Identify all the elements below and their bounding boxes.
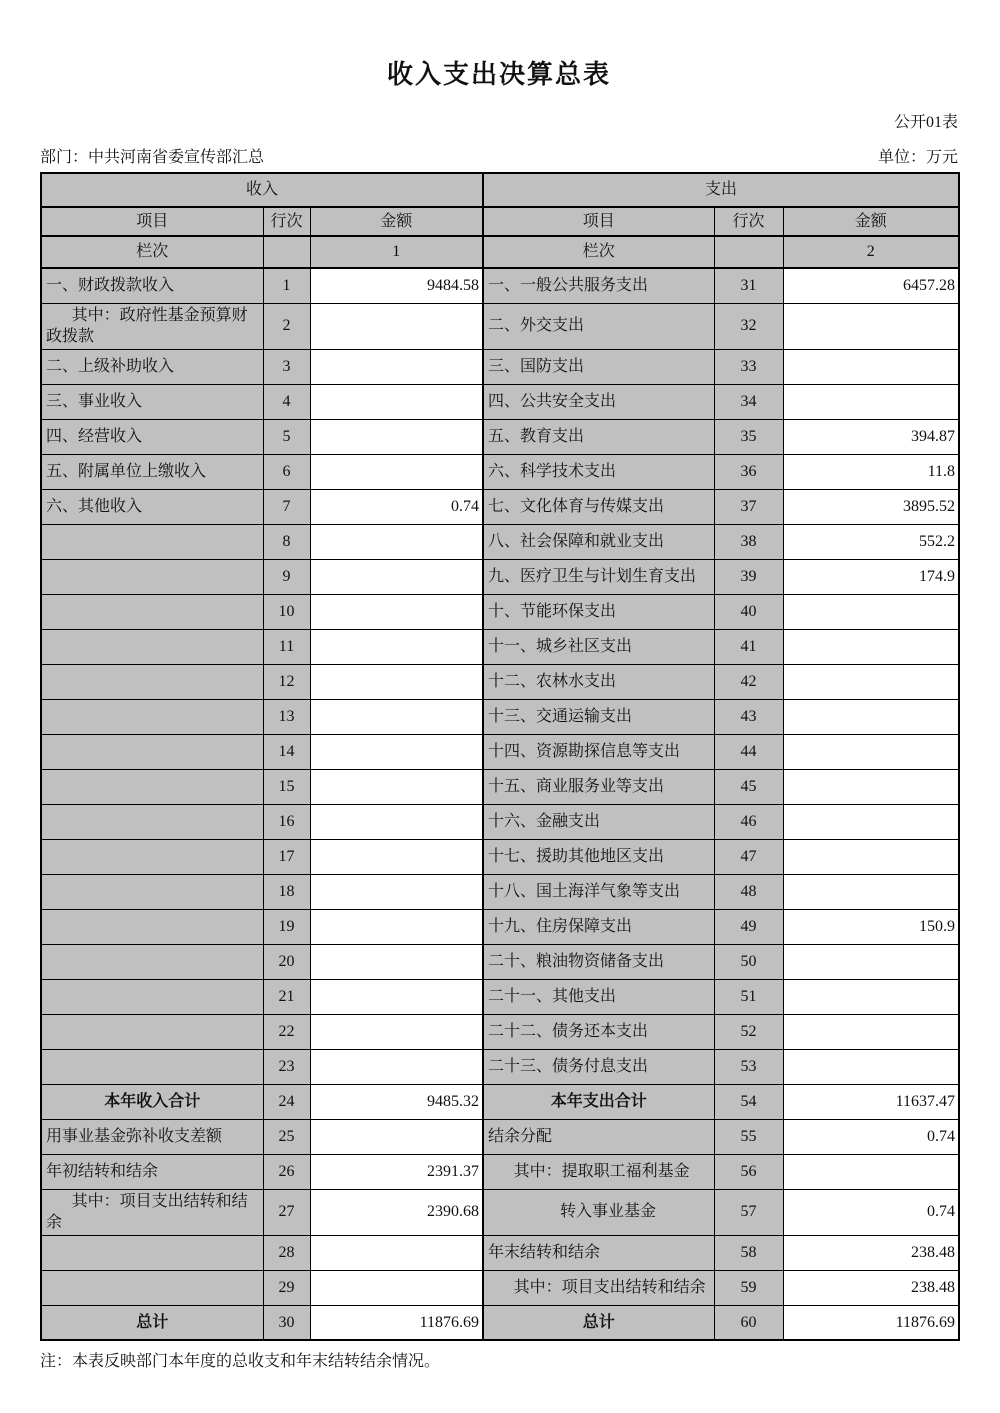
income-amount-cell [310,734,483,769]
income-item-cell: 其中：项目支出结转和结余 [41,1189,263,1235]
expense-item-cell: 十六、金融支出 [483,804,714,839]
expense-amount-cell: 552.2 [783,524,959,559]
expense-item-cell: 十七、援助其他地区支出 [483,839,714,874]
income-line-cell: 30 [263,1305,310,1340]
table-row [41,874,959,909]
expense-item-cell: 十一、城乡社区支出 [483,629,714,664]
expense-line-cell: 50 [714,944,783,979]
table-row [41,454,959,489]
expense-item-header: 项目 [483,207,714,236]
expense-item-cell: 二十三、债务付息支出 [483,1049,714,1084]
expense-item-cell: 十三、交通运输支出 [483,699,714,734]
income-item-cell [41,1049,263,1084]
income-item-cell: 一、财政拨款收入 [41,268,263,303]
income-amount-cell [310,419,483,454]
expense-amount-cell [783,804,959,839]
income-amount-cell [310,1270,483,1305]
expense-item-cell: 九、医疗卫生与计划生育支出 [483,559,714,594]
expense-line-cell: 55 [714,1119,783,1154]
expense-column-index: 2 [783,236,959,268]
income-item-header: 项目 [41,207,263,236]
meta-line [40,144,958,164]
expense-line-header: 行次 [714,207,783,236]
expense-item-cell: 结余分配 [483,1119,714,1154]
income-expense-table [40,172,960,1341]
income-line-cell: 29 [263,1270,310,1305]
expense-amount-cell: 238.48 [783,1235,959,1270]
expense-item-cell: 七、文化体育与传媒支出 [483,489,714,524]
expense-line-cell: 42 [714,664,783,699]
unit-label: 单位：万元 [877,149,958,166]
expense-item-cell: 其中：提取职工福利基金 [483,1154,714,1189]
table-row [41,1049,959,1084]
expense-line-cell: 45 [714,769,783,804]
expense-item-cell: 其中：项目支出结转和结余 [483,1270,714,1305]
expense-amount-cell [783,1014,959,1049]
income-amount-cell [310,349,483,384]
expense-line-cell: 53 [714,1049,783,1084]
expense-line-cell: 44 [714,734,783,769]
expense-line-cell: 39 [714,559,783,594]
income-item-cell [41,594,263,629]
income-item-cell: 本年收入合计 [41,1084,263,1119]
table-row [41,419,959,454]
income-amount-cell [310,664,483,699]
expense-item-cell: 二、外交支出 [483,303,714,349]
income-line-cell: 19 [263,909,310,944]
income-line-cell: 5 [263,419,310,454]
expense-amount-cell [783,769,959,804]
expense-item-cell: 十、节能环保支出 [483,594,714,629]
table-row [41,979,959,1014]
income-item-cell [41,1270,263,1305]
column-index-row [41,236,959,268]
expense-item-cell: 十五、商业服务业等支出 [483,769,714,804]
income-amount-cell: 2391.37 [310,1154,483,1189]
income-line-cell: 1 [263,268,310,303]
expense-amount-cell [783,1049,959,1084]
table-row [41,303,959,349]
expense-amount-cell: 174.9 [783,559,959,594]
income-line-cell: 6 [263,454,310,489]
income-line-cell: 16 [263,804,310,839]
income-line-blank [263,236,310,268]
income-amount-cell [310,944,483,979]
income-amount-cell: 9485.32 [310,1084,483,1119]
expense-amount-cell: 6457.28 [783,268,959,303]
income-column-row-label: 栏次 [41,236,263,268]
income-section-header: 收入 [41,173,483,207]
income-amount-header: 金额 [310,207,483,236]
expense-line-cell: 52 [714,1014,783,1049]
income-line-cell: 26 [263,1154,310,1189]
income-line-cell: 13 [263,699,310,734]
table-row [41,1235,959,1270]
income-line-cell: 22 [263,1014,310,1049]
income-column-index: 1 [310,236,483,268]
income-amount-cell: 2390.68 [310,1189,483,1235]
expense-item-cell: 八、社会保障和就业支出 [483,524,714,559]
income-amount-cell [310,524,483,559]
income-amount-cell [310,874,483,909]
expense-line-cell: 49 [714,909,783,944]
table-row [41,559,959,594]
table-row [41,1189,959,1235]
income-line-cell: 7 [263,489,310,524]
income-amount-cell [310,804,483,839]
income-amount-cell [310,1014,483,1049]
income-line-cell: 21 [263,979,310,1014]
income-item-cell [41,769,263,804]
expense-line-cell: 40 [714,594,783,629]
department-label: 部门：中共河南省委宣传部汇总 [40,149,265,166]
table-row [41,1014,959,1049]
income-item-cell: 四、经营收入 [41,419,263,454]
expense-item-cell: 转入事业基金 [483,1189,714,1235]
income-amount-cell [310,1049,483,1084]
income-amount-cell [310,769,483,804]
table-code: 公开01表 [893,114,958,131]
income-line-header: 行次 [263,207,310,236]
table-row [41,699,959,734]
expense-item-cell: 十八、国土海洋气象等支出 [483,874,714,909]
income-line-cell: 3 [263,349,310,384]
income-line-cell: 9 [263,559,310,594]
income-item-cell [41,664,263,699]
income-amount-cell [310,979,483,1014]
expense-amount-cell [783,979,959,1014]
expense-line-cell: 57 [714,1189,783,1235]
expense-line-cell: 60 [714,1305,783,1340]
table-row [41,1119,959,1154]
table-row [41,769,959,804]
expense-line-cell: 47 [714,839,783,874]
expense-item-cell: 十二、农林水支出 [483,664,714,699]
expense-line-cell: 51 [714,979,783,1014]
income-amount-cell [310,559,483,594]
expense-column-row-label: 栏次 [483,236,714,268]
table-row [41,944,959,979]
expense-amount-cell [783,944,959,979]
table-row [41,1270,959,1305]
expense-line-cell: 37 [714,489,783,524]
income-amount-cell [310,1235,483,1270]
expense-item-cell: 二十一、其他支出 [483,979,714,1014]
expense-line-cell: 58 [714,1235,783,1270]
income-line-cell: 24 [263,1084,310,1119]
income-line-cell: 17 [263,839,310,874]
expense-amount-cell: 394.87 [783,419,959,454]
expense-line-cell: 35 [714,419,783,454]
income-item-cell: 三、事业收入 [41,384,263,419]
expense-amount-cell [783,349,959,384]
income-item-cell: 二、上级补助收入 [41,349,263,384]
expense-item-cell: 本年支出合计 [483,1084,714,1119]
column-header-row [41,207,959,236]
table-row [41,909,959,944]
expense-line-cell: 31 [714,268,783,303]
expense-item-cell: 五、教育支出 [483,419,714,454]
footnote: 注：本表反映部门本年度的总收支和年末结转结余情况。 [40,1353,441,1371]
income-amount-cell [310,839,483,874]
income-amount-cell [310,454,483,489]
income-line-cell: 15 [263,769,310,804]
income-item-cell: 五、附属单位上缴收入 [41,454,263,489]
expense-item-cell: 二十、粮油物资储备支出 [483,944,714,979]
income-line-cell: 2 [263,303,310,349]
table-row [41,1305,959,1340]
income-item-cell [41,1014,263,1049]
expense-line-cell: 41 [714,629,783,664]
income-item-cell [41,909,263,944]
income-item-cell [41,559,263,594]
income-item-cell: 年初结转和结余 [41,1154,263,1189]
expense-line-cell: 59 [714,1270,783,1305]
income-amount-cell [310,303,483,349]
expense-amount-cell [783,699,959,734]
table-row [41,268,959,303]
income-line-cell: 18 [263,874,310,909]
expense-item-cell: 总计 [483,1305,714,1340]
expense-line-cell: 54 [714,1084,783,1119]
expense-line-cell: 36 [714,454,783,489]
expense-line-cell: 33 [714,349,783,384]
expense-item-cell: 三、国防支出 [483,349,714,384]
income-item-cell: 总计 [41,1305,263,1340]
income-line-cell: 27 [263,1189,310,1235]
expense-amount-cell: 11.8 [783,454,959,489]
table-row [41,664,959,699]
expense-amount-cell [783,1154,959,1189]
income-item-cell [41,874,263,909]
expense-amount-cell [783,303,959,349]
income-line-cell: 25 [263,1119,310,1154]
expense-amount-cell [783,664,959,699]
expense-amount-cell [783,629,959,664]
income-line-cell: 28 [263,1235,310,1270]
table-row [41,629,959,664]
income-amount-cell [310,629,483,664]
income-amount-cell: 9484.58 [310,268,483,303]
income-item-cell [41,524,263,559]
income-amount-cell [310,699,483,734]
income-item-cell [41,804,263,839]
expense-section-header: 支出 [483,173,959,207]
expense-amount-cell: 0.74 [783,1119,959,1154]
table-row [41,384,959,419]
expense-amount-cell: 3895.52 [783,489,959,524]
table-body [41,268,959,1340]
income-item-cell: 用事业基金弥补收支差额 [41,1119,263,1154]
expense-item-cell: 年末结转和结余 [483,1235,714,1270]
income-amount-cell: 0.74 [310,489,483,524]
expense-line-cell: 56 [714,1154,783,1189]
expense-amount-cell: 0.74 [783,1189,959,1235]
expense-amount-cell: 11637.47 [783,1084,959,1119]
expense-line-cell: 34 [714,384,783,419]
income-line-cell: 11 [263,629,310,664]
income-line-cell: 4 [263,384,310,419]
table-row [41,804,959,839]
expense-item-cell: 一、一般公共服务支出 [483,268,714,303]
expense-item-cell: 十九、住房保障支出 [483,909,714,944]
expense-amount-cell [783,734,959,769]
table-row [41,839,959,874]
table-row [41,594,959,629]
expense-amount-header: 金额 [783,207,959,236]
income-amount-cell [310,1119,483,1154]
income-item-cell [41,1235,263,1270]
expense-line-cell: 38 [714,524,783,559]
income-line-cell: 10 [263,594,310,629]
table-row [41,524,959,559]
expense-amount-cell [783,839,959,874]
income-amount-cell [310,384,483,419]
income-line-cell: 8 [263,524,310,559]
income-amount-cell [310,909,483,944]
expense-amount-cell [783,594,959,629]
income-line-cell: 20 [263,944,310,979]
income-amount-cell: 11876.69 [310,1305,483,1340]
expense-amount-cell [783,874,959,909]
table-row [41,489,959,524]
table-row [41,1154,959,1189]
income-item-cell: 六、其他收入 [41,489,263,524]
income-line-cell: 23 [263,1049,310,1084]
income-item-cell [41,629,263,664]
expense-line-cell: 32 [714,303,783,349]
expense-line-cell: 48 [714,874,783,909]
income-line-cell: 12 [263,664,310,699]
income-line-cell: 14 [263,734,310,769]
expense-amount-cell: 11876.69 [783,1305,959,1340]
income-item-cell [41,699,263,734]
section-header-row [41,173,959,207]
income-amount-cell [310,594,483,629]
expense-amount-cell: 238.48 [783,1270,959,1305]
expense-item-cell: 十四、资源勘探信息等支出 [483,734,714,769]
income-item-cell [41,839,263,874]
income-item-cell [41,944,263,979]
table-row [41,1084,959,1119]
expense-line-cell: 43 [714,699,783,734]
expense-amount-cell [783,384,959,419]
expense-line-blank [714,236,783,268]
expense-amount-cell: 150.9 [783,909,959,944]
expense-item-cell: 二十二、债务还本支出 [483,1014,714,1049]
income-item-cell: 其中：政府性基金预算财政拨款 [41,303,263,349]
table-row [41,734,959,769]
income-item-cell [41,734,263,769]
income-item-cell [41,979,263,1014]
table-row [41,349,959,384]
expense-item-cell: 六、科学技术支出 [483,454,714,489]
page-title: 收入支出决算总表 [386,60,611,89]
expense-item-cell: 四、公共安全支出 [483,384,714,419]
expense-line-cell: 46 [714,804,783,839]
